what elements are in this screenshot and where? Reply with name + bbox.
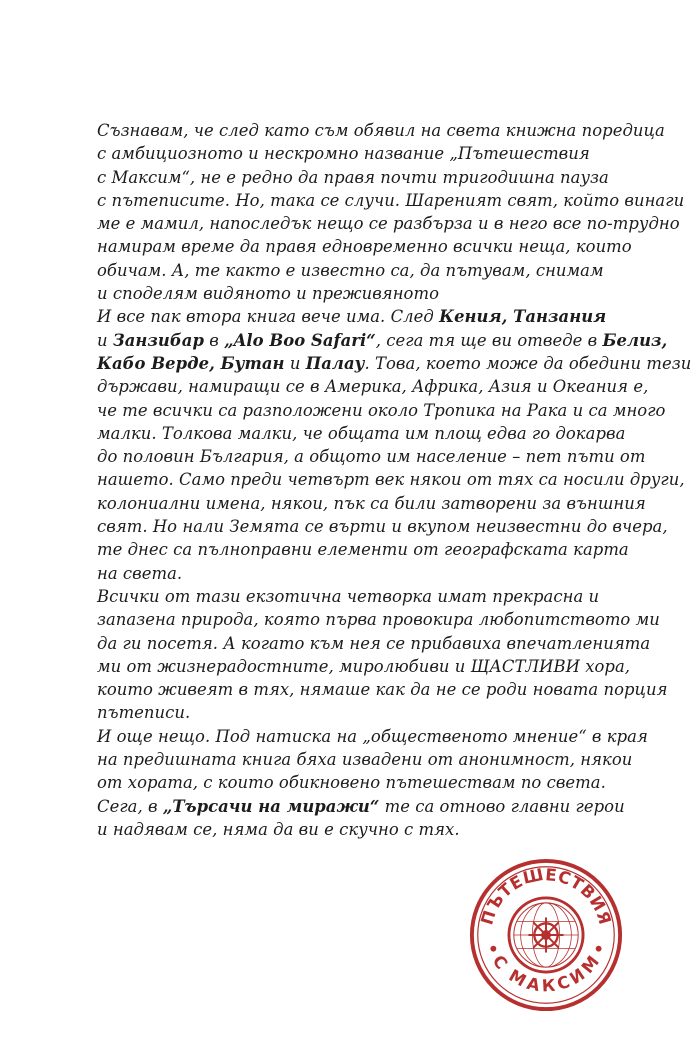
text-line xyxy=(97,538,657,561)
text-run: И още нещо. Под натиска на „общественото мнение“ в края xyxy=(97,726,648,746)
text-line xyxy=(97,468,685,491)
text-line xyxy=(97,608,660,631)
text-line xyxy=(97,142,657,165)
text-run: И все пак втора книга вече има. След xyxy=(97,307,440,327)
text-run: намирам време да правя едновременно всички неща, които xyxy=(97,237,632,257)
text-line xyxy=(97,562,657,585)
text-run: държави, намиращи се в Америка, Африка, Азия и Океания е, xyxy=(97,377,649,397)
text-line xyxy=(97,166,657,189)
text-line xyxy=(97,352,692,375)
text-run: и xyxy=(284,353,306,373)
text-run: и надявам се, няма да ви е скучно с тях. xyxy=(97,819,460,839)
text-run: , сега тя ще ви отведе в xyxy=(375,330,603,350)
text-line xyxy=(97,445,657,468)
text-run: до половин България, а общото им население – пет пъти от xyxy=(97,447,646,467)
bold-text-run: Занзибар xyxy=(112,330,204,350)
text-run: малки. Толкова малки, че общата им площ едва го докарва xyxy=(97,423,626,443)
text-run: обичам. А, те както е известно са, да пътувам, снимам xyxy=(97,260,604,280)
bold-text-run: „Alo Boo Safari“ xyxy=(224,330,376,350)
svg-text:С МАКСИМ xyxy=(489,952,604,996)
text-line xyxy=(97,632,657,655)
text-run: в xyxy=(203,330,225,350)
text-run: нашето. Само преди четвърт век някои от тях са носили други, xyxy=(97,470,685,490)
text-line xyxy=(97,235,657,258)
text-line xyxy=(97,771,657,794)
text-run: и споделям видяното и преживяното xyxy=(97,284,439,304)
text-line xyxy=(97,422,657,445)
stamp-bottom-text: С МАКСИМ xyxy=(488,951,604,996)
text-run: с пътеписите. Но, така се случи. Шареният свят, който винаги xyxy=(97,190,685,210)
text-line xyxy=(97,818,657,841)
text-run: да ги посетя. А когато към нея се прибавиха впечатленията xyxy=(97,633,651,653)
text-line xyxy=(97,585,657,608)
text-run: пътеписи. xyxy=(97,703,191,723)
text-run: Всички от тази екзотична четворка имат прекрасна и xyxy=(97,586,600,606)
text-run: колониални имена, някои, пък са били затворени за външния xyxy=(97,493,646,513)
body-text xyxy=(97,119,692,841)
text-run: Съзнавам, че след като съм обявил на света книжна поредица xyxy=(97,121,665,140)
bold-text-run: Белиз, xyxy=(602,330,668,350)
text-run: . Това, което може да обедини тези xyxy=(364,353,692,373)
text-run: ме е мамил, напоследък нещо се разбърза и в него все по-трудно xyxy=(97,214,680,234)
text-line xyxy=(97,259,657,282)
text-run: Сега, в xyxy=(97,796,163,816)
text-line xyxy=(97,329,668,352)
text-run: които живеят в тях, нямаше как да не се роди новата порция xyxy=(97,680,668,700)
text-line xyxy=(97,655,657,678)
text-line xyxy=(97,119,665,142)
bold-text-run: Кабо Верде, Бутан xyxy=(97,353,285,373)
text-line xyxy=(97,212,680,235)
text-line xyxy=(97,725,657,748)
bold-text-run: Палау xyxy=(305,353,365,373)
text-run: свят. Но нали Земята се върти и вкупом неизвестни до вчера, xyxy=(97,517,668,537)
text-run: с Максим“, не е редно да правя почти тригодишна пауза xyxy=(97,167,609,187)
text-line xyxy=(97,701,657,724)
bold-text-run: Кения, Танзания xyxy=(439,307,607,327)
text-run: от хората, с които обикновено пътешествам по света. xyxy=(97,773,606,793)
text-run: те са отново главни герои xyxy=(379,796,625,816)
text-line xyxy=(97,375,657,398)
stamp-top-text: ПЪТЕШЕСТВИЯ xyxy=(477,864,615,928)
text-line xyxy=(97,515,668,538)
text-run: ми от жизнерадостните, миролюбиви и ЩАСТЛИВИ хора, xyxy=(97,656,631,676)
text-run: с амбициозното и нескромно название „Пътешествия xyxy=(97,144,590,164)
text-line xyxy=(97,189,685,212)
text-run: на предишната книга бяха извадени от анонимност, някои xyxy=(97,750,633,770)
text-run: на света. xyxy=(97,563,183,583)
text-run: те днес са пълноправни елементи от географската карта xyxy=(97,540,629,560)
bold-text-run: „Търсачи на миражи“ xyxy=(162,796,380,816)
text-line xyxy=(97,399,666,422)
text-line xyxy=(97,795,657,818)
text-line xyxy=(97,492,657,515)
text-run: запазена природа, която първа провокира любопитството ми xyxy=(97,610,660,630)
text-run: че те всички са разположени около Тропика на Рака и са много xyxy=(97,400,666,420)
text-line xyxy=(97,678,668,701)
text-line xyxy=(97,748,657,771)
text-line xyxy=(97,305,657,328)
text-run: и xyxy=(97,330,113,350)
series-logo-stamp xyxy=(468,857,624,1013)
text-line xyxy=(97,282,657,305)
